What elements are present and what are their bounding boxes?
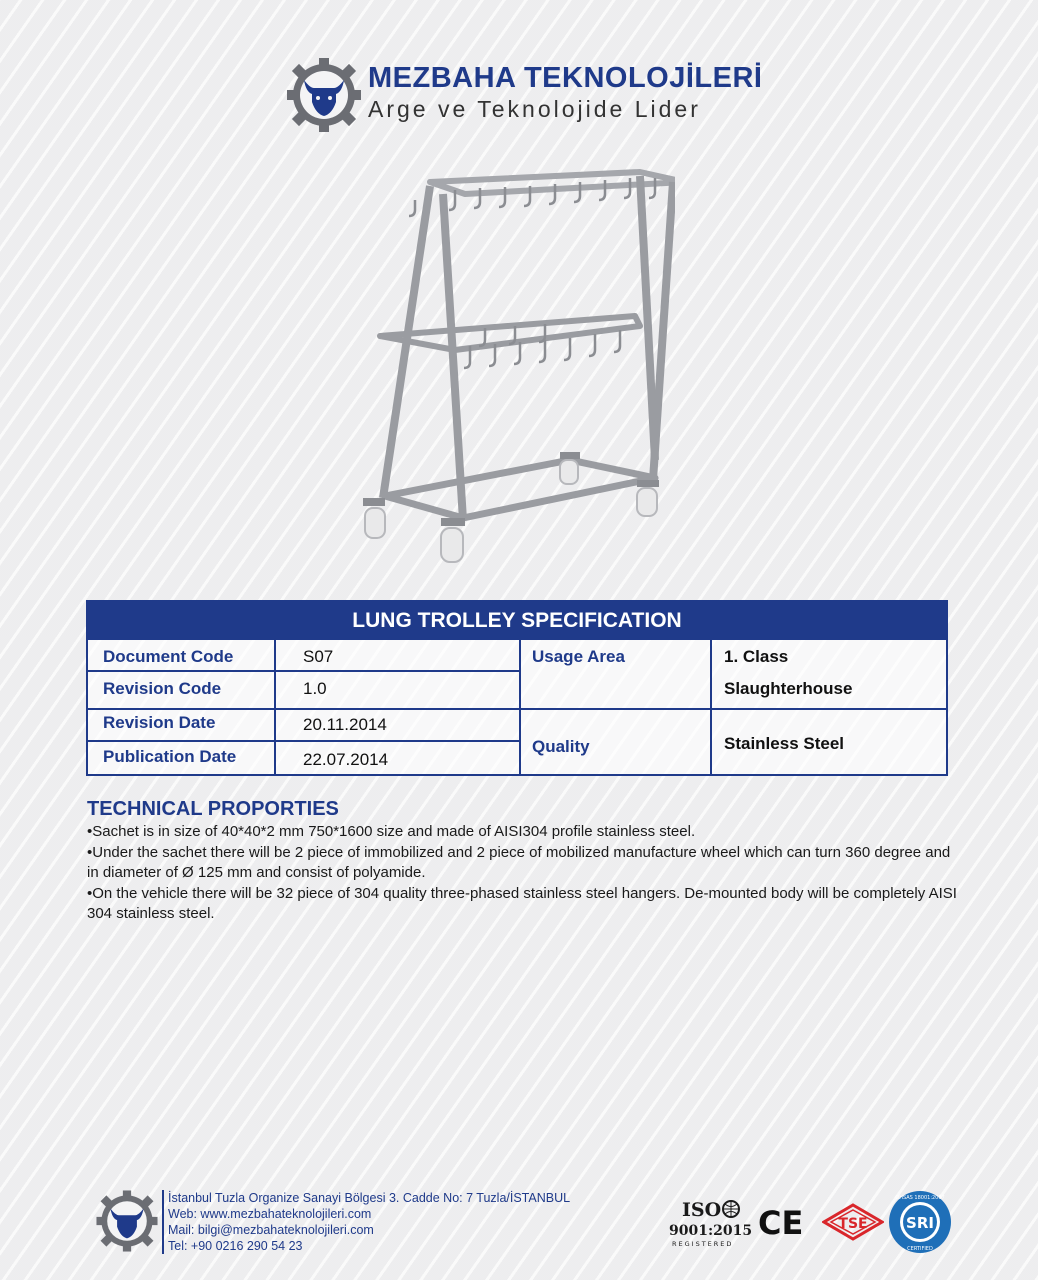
revision-code-label: Revision Code xyxy=(103,679,222,698)
ce-mark-icon xyxy=(758,1203,810,1241)
divider xyxy=(88,708,948,710)
tse-mark-icon xyxy=(822,1203,884,1241)
sri-label: SRI xyxy=(906,1214,934,1232)
sri-ring-bottom: CERTIFIED xyxy=(907,1246,933,1252)
brand-tagline: Arge ve Teknolojide Lider xyxy=(368,96,701,122)
technical-line: •Sachet is in size of 40*40*2 mm 750*1600 size and made of AISI304 profile stainless steel. xyxy=(87,823,696,840)
footer-mail-link[interactable]: Mail: bilgi@mezbahateknolojileri.com xyxy=(168,1223,374,1237)
usage-area-label: Usage Area xyxy=(532,647,625,666)
footer-phone: Tel: +90 0216 290 54 23 xyxy=(168,1239,303,1253)
sri-certification-seal-icon xyxy=(888,1190,952,1254)
iso-certification-icon xyxy=(668,1197,754,1249)
divider xyxy=(88,670,521,672)
quality-value: Stainless Steel xyxy=(724,734,845,753)
publication-date-label: Publication Date xyxy=(103,747,237,766)
company-logo-icon xyxy=(284,58,364,132)
footer-address: İstanbul Tuzla Organize Sanayi Bölgesi 3. Cadde No: 7 Tuzla/İSTANBUL xyxy=(168,1191,571,1205)
footer-logo-icon xyxy=(94,1190,160,1252)
divider xyxy=(88,740,521,742)
footer-divider xyxy=(162,1190,164,1254)
usage-area-value-line2: Slaughterhouse xyxy=(724,679,853,698)
publication-date-value: 22.07.2014 xyxy=(303,750,389,769)
technical-body xyxy=(87,822,957,925)
tse-label: TSE xyxy=(838,1216,868,1232)
specification-table xyxy=(86,600,948,776)
iso-number: 9001:2015 xyxy=(669,1223,753,1239)
technical-heading: TECHNICAL PROPORTIES xyxy=(87,798,339,820)
document-code-label: Document Code xyxy=(103,647,234,666)
lung-trolley-image xyxy=(355,160,675,575)
technical-line: •On the vehicle there will be 32 piece of 304 quality three-phased stainless steel hangers. De-mounted body will be completely AISI 304 stainless steel. xyxy=(87,884,957,922)
quality-label: Quality xyxy=(532,737,590,756)
footer-contact xyxy=(168,1190,570,1254)
document-code-value: S07 xyxy=(303,647,334,666)
ce-label: CE xyxy=(758,1204,804,1241)
technical-line: •Under the sachet there will be 2 piece of immobilized and 2 piece of mobilized manufacture wheel which can turn 360 degree and in diameter of Ø 125 mm and consist of polyamide. xyxy=(87,843,951,881)
spec-table-title: LUNG TROLLEY SPECIFICATION xyxy=(88,602,946,640)
usage-area-value-line1: 1. Class xyxy=(724,647,789,666)
revision-code-value: 1.0 xyxy=(303,679,327,698)
revision-date-value: 20.11.2014 xyxy=(303,715,387,734)
revision-date-label: Revision Date xyxy=(103,713,216,732)
sri-ring-top: OHSAS 18001:2007 xyxy=(895,1195,945,1201)
footer-web-link[interactable]: Web: www.mezbahateknolojileri.com xyxy=(168,1207,372,1221)
brand-name: MEZBAHA TEKNOLOJİLERİ xyxy=(368,62,763,94)
iso-label: ISO xyxy=(682,1199,722,1221)
iso-registered: REGISTERED xyxy=(672,1240,734,1248)
